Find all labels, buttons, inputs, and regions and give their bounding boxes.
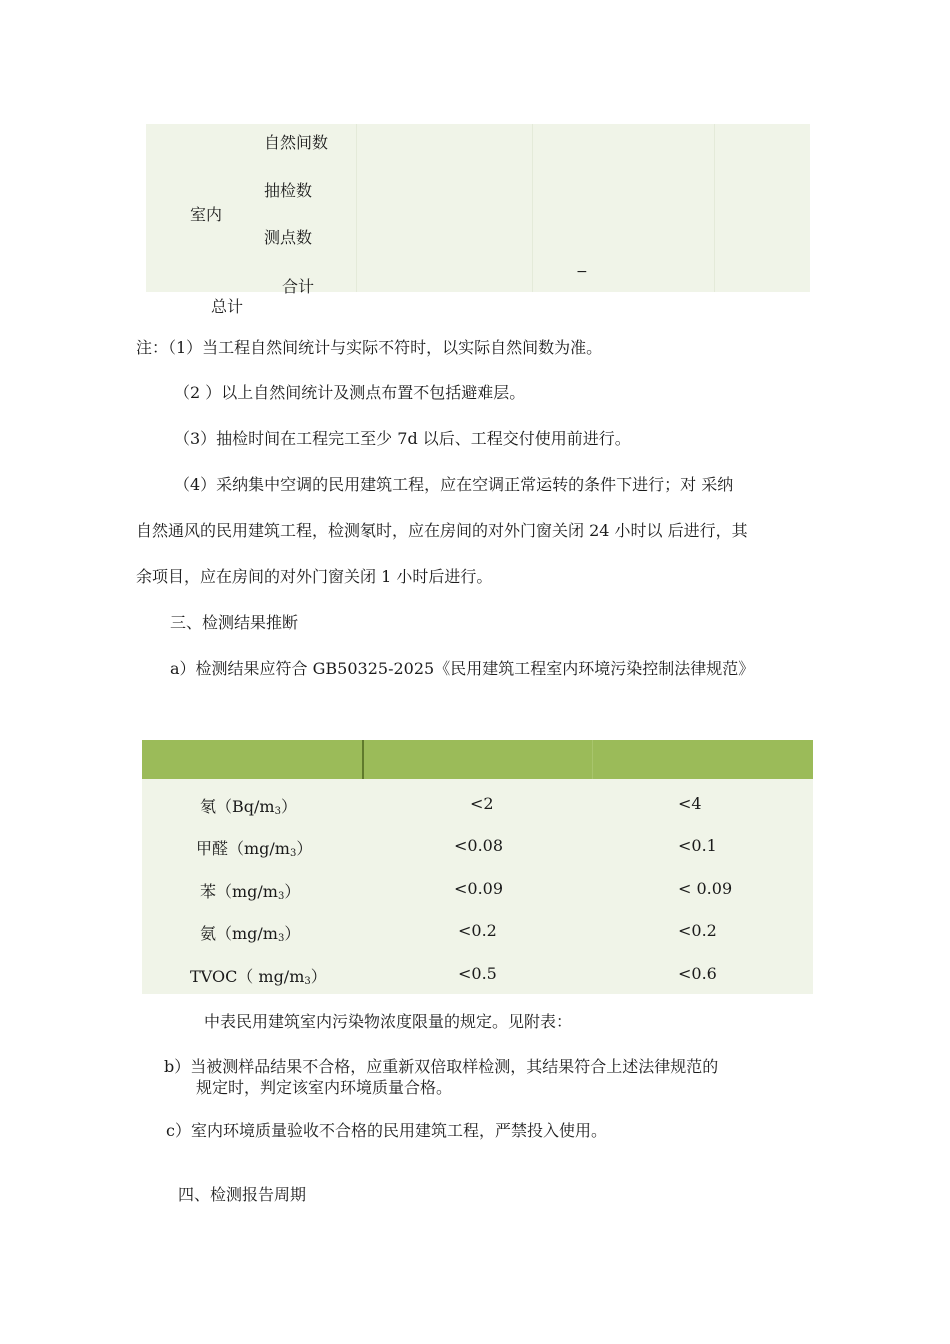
note-4-line-3: 余项目，应在房间的对外门窗关闭 1 小时后进行。 (136, 567, 493, 586)
table-divider (532, 124, 533, 292)
sampling-table (146, 124, 810, 292)
dash-mark: − (576, 264, 588, 280)
table-row-benzene-class2: < 0.09 (678, 879, 733, 898)
table-row-radon-class2: <4 (678, 794, 702, 813)
section-3-item-a: a）检测结果应符合 GB50325-2025《民用建筑工程室内环境污染控制法律规范》 (170, 659, 755, 678)
row-label-rooms: 自然间数 (264, 133, 329, 152)
section-3-item-c: c）室内环境质量验收不合格的民用建筑工程，严禁投入使用。 (166, 1121, 607, 1140)
row-label-total: 总计 (211, 297, 244, 316)
note-3: （3）抽检时间在工程完工至少 7d 以后、工程交付使用前进行。 (174, 429, 631, 448)
section-3-heading: 三、检测结果推断 (170, 613, 299, 632)
table-row-tvoc-class2: <0.6 (678, 964, 717, 983)
row-label-subtotal: 合计 (282, 277, 315, 296)
table-row-ammonia-name: 氨（mg/m3） (200, 924, 301, 944)
table-row-benzene-name: 苯（mg/m3） (200, 882, 301, 902)
section-4-heading: 四、检测报告周期 (178, 1185, 307, 1204)
table-divider (714, 124, 715, 292)
table-row-formaldehyde-class2: <0.1 (678, 836, 717, 855)
table-row-ammonia-class2: <0.2 (678, 921, 717, 940)
table-header-row (142, 740, 813, 779)
note-4-line-2: 自然通风的民用建筑工程，检测氡时，应在房间的对外门窗关闭 24 小时以 后进行，其 (136, 521, 748, 540)
note-4-line-1: （4）采纳集中空调的民用建筑工程，应在空调正常运转的条件下进行；对 采纳 (174, 475, 734, 494)
group-label-indoor: 室内 (190, 205, 223, 224)
pollutant-limit-table (142, 740, 813, 994)
table-row-formaldehyde-class1: <0.08 (454, 836, 504, 855)
section-3-item-b-line-1: b）当被测样品结果不合格，应重新双倍取样检测，其结果符合上述法律规范的 (164, 1057, 719, 1076)
table-row-radon-name: 氡（Bq/m3） (200, 797, 297, 817)
note-1: 注：（1）当工程自然间统计与实际不符时，以实际自然间数为准。 (136, 338, 603, 357)
note-2: （2 ）以上自然间统计及测点布置不包括避难层。 (174, 383, 526, 402)
header-divider (362, 740, 364, 779)
table-row-ammonia-class1: <0.2 (458, 921, 497, 940)
table-row-formaldehyde-name: 甲醛（mg/m3） (196, 839, 313, 859)
table-row-tvoc-name: TVOC（ mg/m3） (190, 967, 327, 987)
table-divider (356, 124, 357, 292)
table-caption-note: 中表民用建筑室内污染物浓度限量的规定。见附表： (204, 1012, 573, 1031)
row-label-points: 测点数 (264, 228, 313, 247)
section-3-item-b-line-2: 规定时，判定该室内环境质量合格。 (196, 1078, 453, 1097)
header-divider (592, 740, 593, 779)
table-row-tvoc-class1: <0.5 (458, 964, 497, 983)
row-label-sampled: 抽检数 (264, 181, 313, 200)
table-row-benzene-class1: <0.09 (454, 879, 504, 898)
table-row-radon-class1: <2 (470, 794, 494, 813)
